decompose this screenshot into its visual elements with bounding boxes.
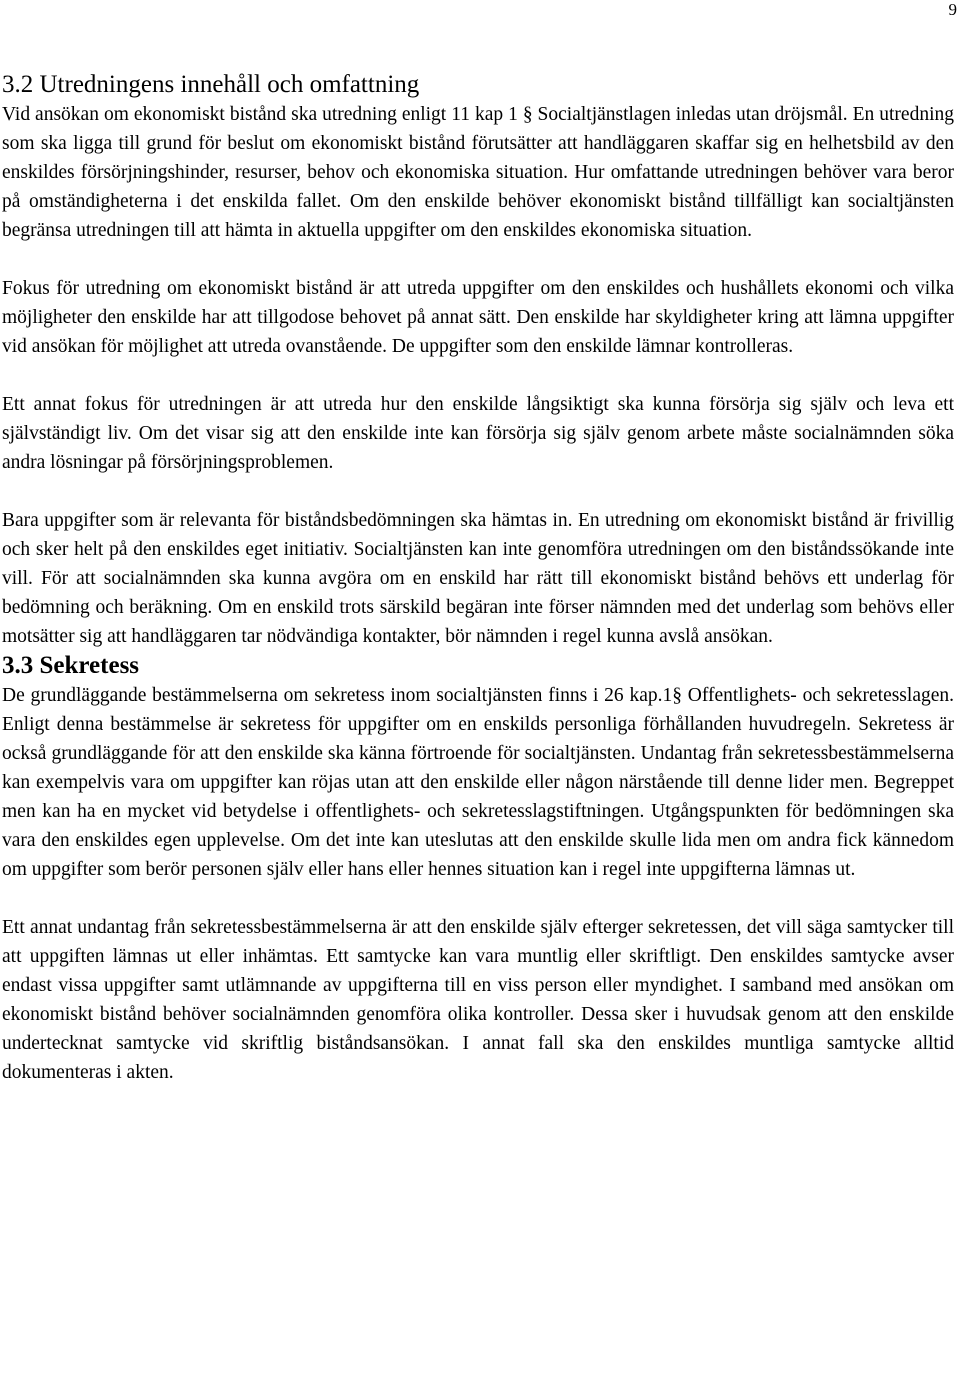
paragraph: De grundläggande bestämmelserna om sekretess inom socialtjänsten finns i 26 kap.1§ Offentlighets- och sekretesslagen. Enligt denna bestämmelse är sekretess för uppgifter om en enskilds personliga förhållanden huvudregeln. Sekretess är också grundläggande för att den enskilde ska känna förtroende för socialtjänsten. Undantag från sekretessbestämmelserna kan exempelvis vara om uppgifter kan röjas utan att den enskilde eller någon närstående till denne lider men. Begreppet men kan ha en mycket vid betydelse i offentlighets- och sekretesslagstiftningen. Utgångspunkten för bedömningen ska vara den enskildes egen upplevelse. Om det inte kan uteslutas att den enskilde skulle lida men om andra fick kännedom om uppgifter som berör personen själv eller hans eller hennes situation kan i regel inte uppgifterna lämnas ut.: [2, 685, 954, 880]
document-body: [2, 64, 954, 1087]
section-heading-3-2: 3.2 Utredningens innehåll och omfattning: [2, 71, 420, 98]
section-heading-3-3: 3.3 Sekretess: [2, 652, 140, 679]
paragraph: Ett annat fokus för utredningen är att utreda hur den enskilde långsiktigt ska kunna försörja sig själv och leva ett självständigt liv. Om det visar sig att den enskilde inte kan försörja sig själv genom arbete måste socialnämnden söka andra lösningar på försörjningsproblemen.: [2, 394, 954, 473]
paragraph: Vid ansökan om ekonomiskt bistånd ska utredning enligt 11 kap 1 § Socialtjänstlagen inledas utan dröjsmål. En utredning som ska ligga till grund för beslut om ekonomiskt bistånd förutsätter att handläggaren skaffar sig en helhetsbild av den enskildes försörjningshinder, resurser, behov och ekonomiska situation. Hur omfattande utredningen behöver vara beror på omständigheterna i det enskilda fallet. Om den enskilde behöver ekonomiskt bistånd tillfälligt kan socialtjänsten begränsa utredningen till att hämta in aktuella uppgifter om den enskildes ekonomiska situation.: [2, 104, 954, 241]
page-number: 9: [948, 0, 957, 19]
paragraph: Bara uppgifter som är relevanta för biståndsbedömningen ska hämtas in. En utredning om ekonomiskt bistånd är frivillig och sker helt på den enskildes eget initiativ. Socialtjänsten kan inte genomföra utredningen om den biståndssökande inte vill. För att socialnämnden ska kunna avgöra om en enskild har rätt till ekonomiskt bistånd behövs ett underlag för bedömning och beräkning. Om en enskild trots särskild begäran inte förser nämnden med det underlag som behövs eller motsätter sig att handläggaren tar nödvändiga kontakter, bör nämnden i regel kunna avslå ansökan.: [2, 510, 954, 647]
paragraph: Fokus för utredning om ekonomiskt bistånd är att utreda uppgifter om den enskildes och hushållets ekonomi och vilka möjligheter den enskilde har att tillgodose behovet på annat sätt. Den enskilde har skyldigheter kring att lämna uppgifter vid ansökan för möjlighet att utreda ovanstående. De uppgifter som den enskilde lämnar kontrolleras.: [2, 278, 954, 357]
paragraph: Ett annat undantag från sekretessbestämmelserna är att den enskilde själv efterger sekretessen, det vill säga samtycker till att uppgiften lämnas ut eller inhämtas. Ett samtycke kan vara muntlig eller skriftligt. Den enskildes samtycke avser endast vissa uppgifter samt utlämnande av uppgifterna till en viss person eller myndighet. I samband med ansökan om ekonomiskt bistånd behöver socialnämnden genomföra olika kontroller. Dessa sker i huvudsak genom att den enskilde undertecknat samtycke vid skriftlig biståndsansökan. I annat fall ska den enskildes muntliga samtycke alltid dokumenteras i akten.: [2, 917, 954, 1083]
